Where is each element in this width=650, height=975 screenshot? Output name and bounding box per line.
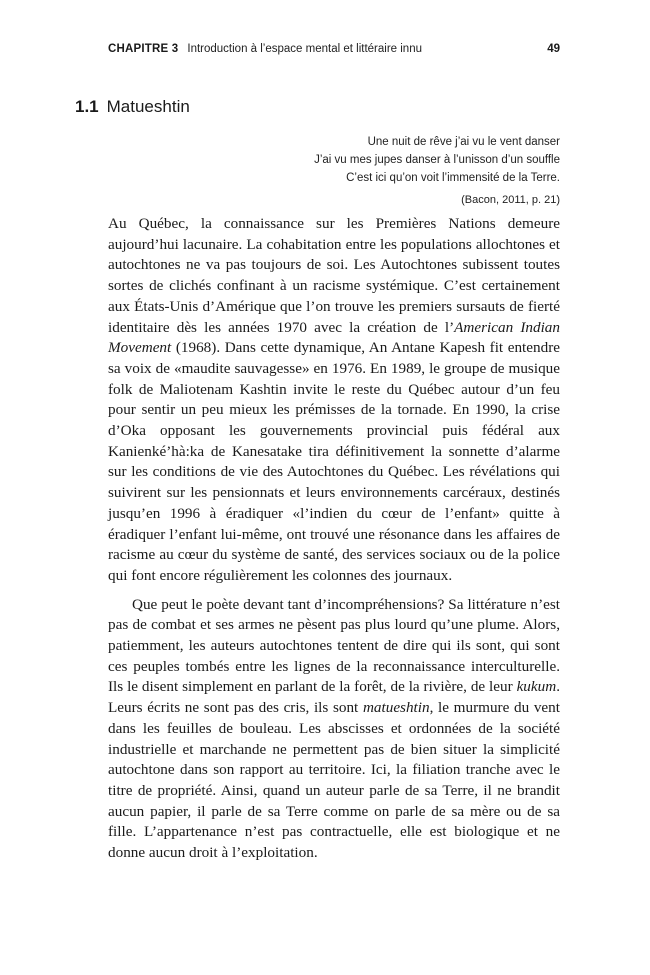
page-number: 49 <box>547 43 560 55</box>
running-head <box>108 43 560 55</box>
body-text <box>108 214 560 864</box>
paragraph-1-italic-movement: American Indian Movement <box>108 318 560 357</box>
epigraph-source: (Bacon, 2011, p. 21) <box>461 194 560 206</box>
paragraph-1 <box>108 214 560 587</box>
paragraph-1-text-c: (1968). Dans cette dynamique, An Antane Kapesh fit entendre sa voix de «maudite sauvagesse» en 1976. En 1989, le groupe de musique folk de Maliotenam Kashtin invite le reste du Québec autour d’un feu pour sentir un peu mieux les prémisses de la tornade. En 1990, la crise d’Oka opposant les gouvernements provincial puis fédéral aux Kanienké’hà:ka de Kanesatake tira définitivement la sonnette d’alarme sur les conditions de vie des Autochtones du Québec. Les révélations qui suivirent sur les pensionnats et leurs environnements carcéraux, destinés jusqu’en 1996 à éradiquer «l’indien du cœur de l’enfant» quitte à éradiquer l’enfant lui-même, ont trouvé une résonance dans les affaires de racisme au cœur du système de santé, des services sociaux ou de la police qui font encore régulièrement les colonnes des journaux. <box>108 339 560 584</box>
chapter-title: Introduction à l’espace mental et littéraire innu <box>187 43 422 55</box>
epigraph-line: Une nuit de rêve j’ai vu le vent danser <box>367 136 560 148</box>
paragraph-2-text-c: . Leurs écrits ne sont pas des cris, ils sont <box>108 678 560 717</box>
section-heading <box>75 97 190 117</box>
paragraph-2-italic-kukum: kukum <box>516 678 557 696</box>
paragraph-2-text-e: , le murmure du vent dans les feuilles de bouleau. Les abscisses et ordonnées de la société industrielle et marchande ne permettent pas de bien situer la simplicité autochtone dans son rapport au territoire. Ici, la filiation tranche avec le titre de propriété. Ainsi, quand un auteur parle de sa Terre, il ne brandit aucun papier, il parle de sa Terre comme on parle de sa mère ou de sa fille. L’appartenance n’est pas contractuelle, elle est biologique et ne donne aucun droit à l’exploitation. <box>108 699 560 862</box>
paragraph-1-text-a: Au Québec, la connaissance sur les Premières Nations demeure aujourd’hui lacunaire. La cohabitation entre les populations allochtones et autochtones ne va pas toujours de soi. Les Autochtones subissent toutes sortes de clichés confinant à un racisme systémique. C’est certainement aux États-Unis d’Amérique que l’on trouve les premiers sursauts de fierté identitaire dès les années 1970 avec la création de l’ <box>108 215 560 336</box>
chapter-label: CHAPITRE 3 <box>108 43 179 55</box>
section-title: Matueshtin <box>106 97 190 116</box>
epigraph-line: C’est ici qu’on voit l’immensité de la Terre. <box>346 172 560 184</box>
epigraph <box>250 133 560 209</box>
paragraph-2 <box>108 595 560 864</box>
epigraph-line: J’ai vu mes jupes danser à l’unisson d’un souffle <box>314 154 560 166</box>
paragraph-2-italic-matueshtin: matueshtin <box>362 699 430 717</box>
paragraph-2-text-a: Que peut le poète devant tant d’incompréhensions? Sa littérature n’est pas de combat et ses armes ne pèsent pas plus lourd qu’une plume. Alors, patiemment, les auteurs autochtones tentent de dire qui ils sont, qui sont ces peuples tombés entre les lignes de la reconnaissance interculturelle. Ils le disent simplement en parlant de la forêt, de la rivière, de leur <box>108 595 560 696</box>
section-number: 1.1 <box>75 97 99 116</box>
